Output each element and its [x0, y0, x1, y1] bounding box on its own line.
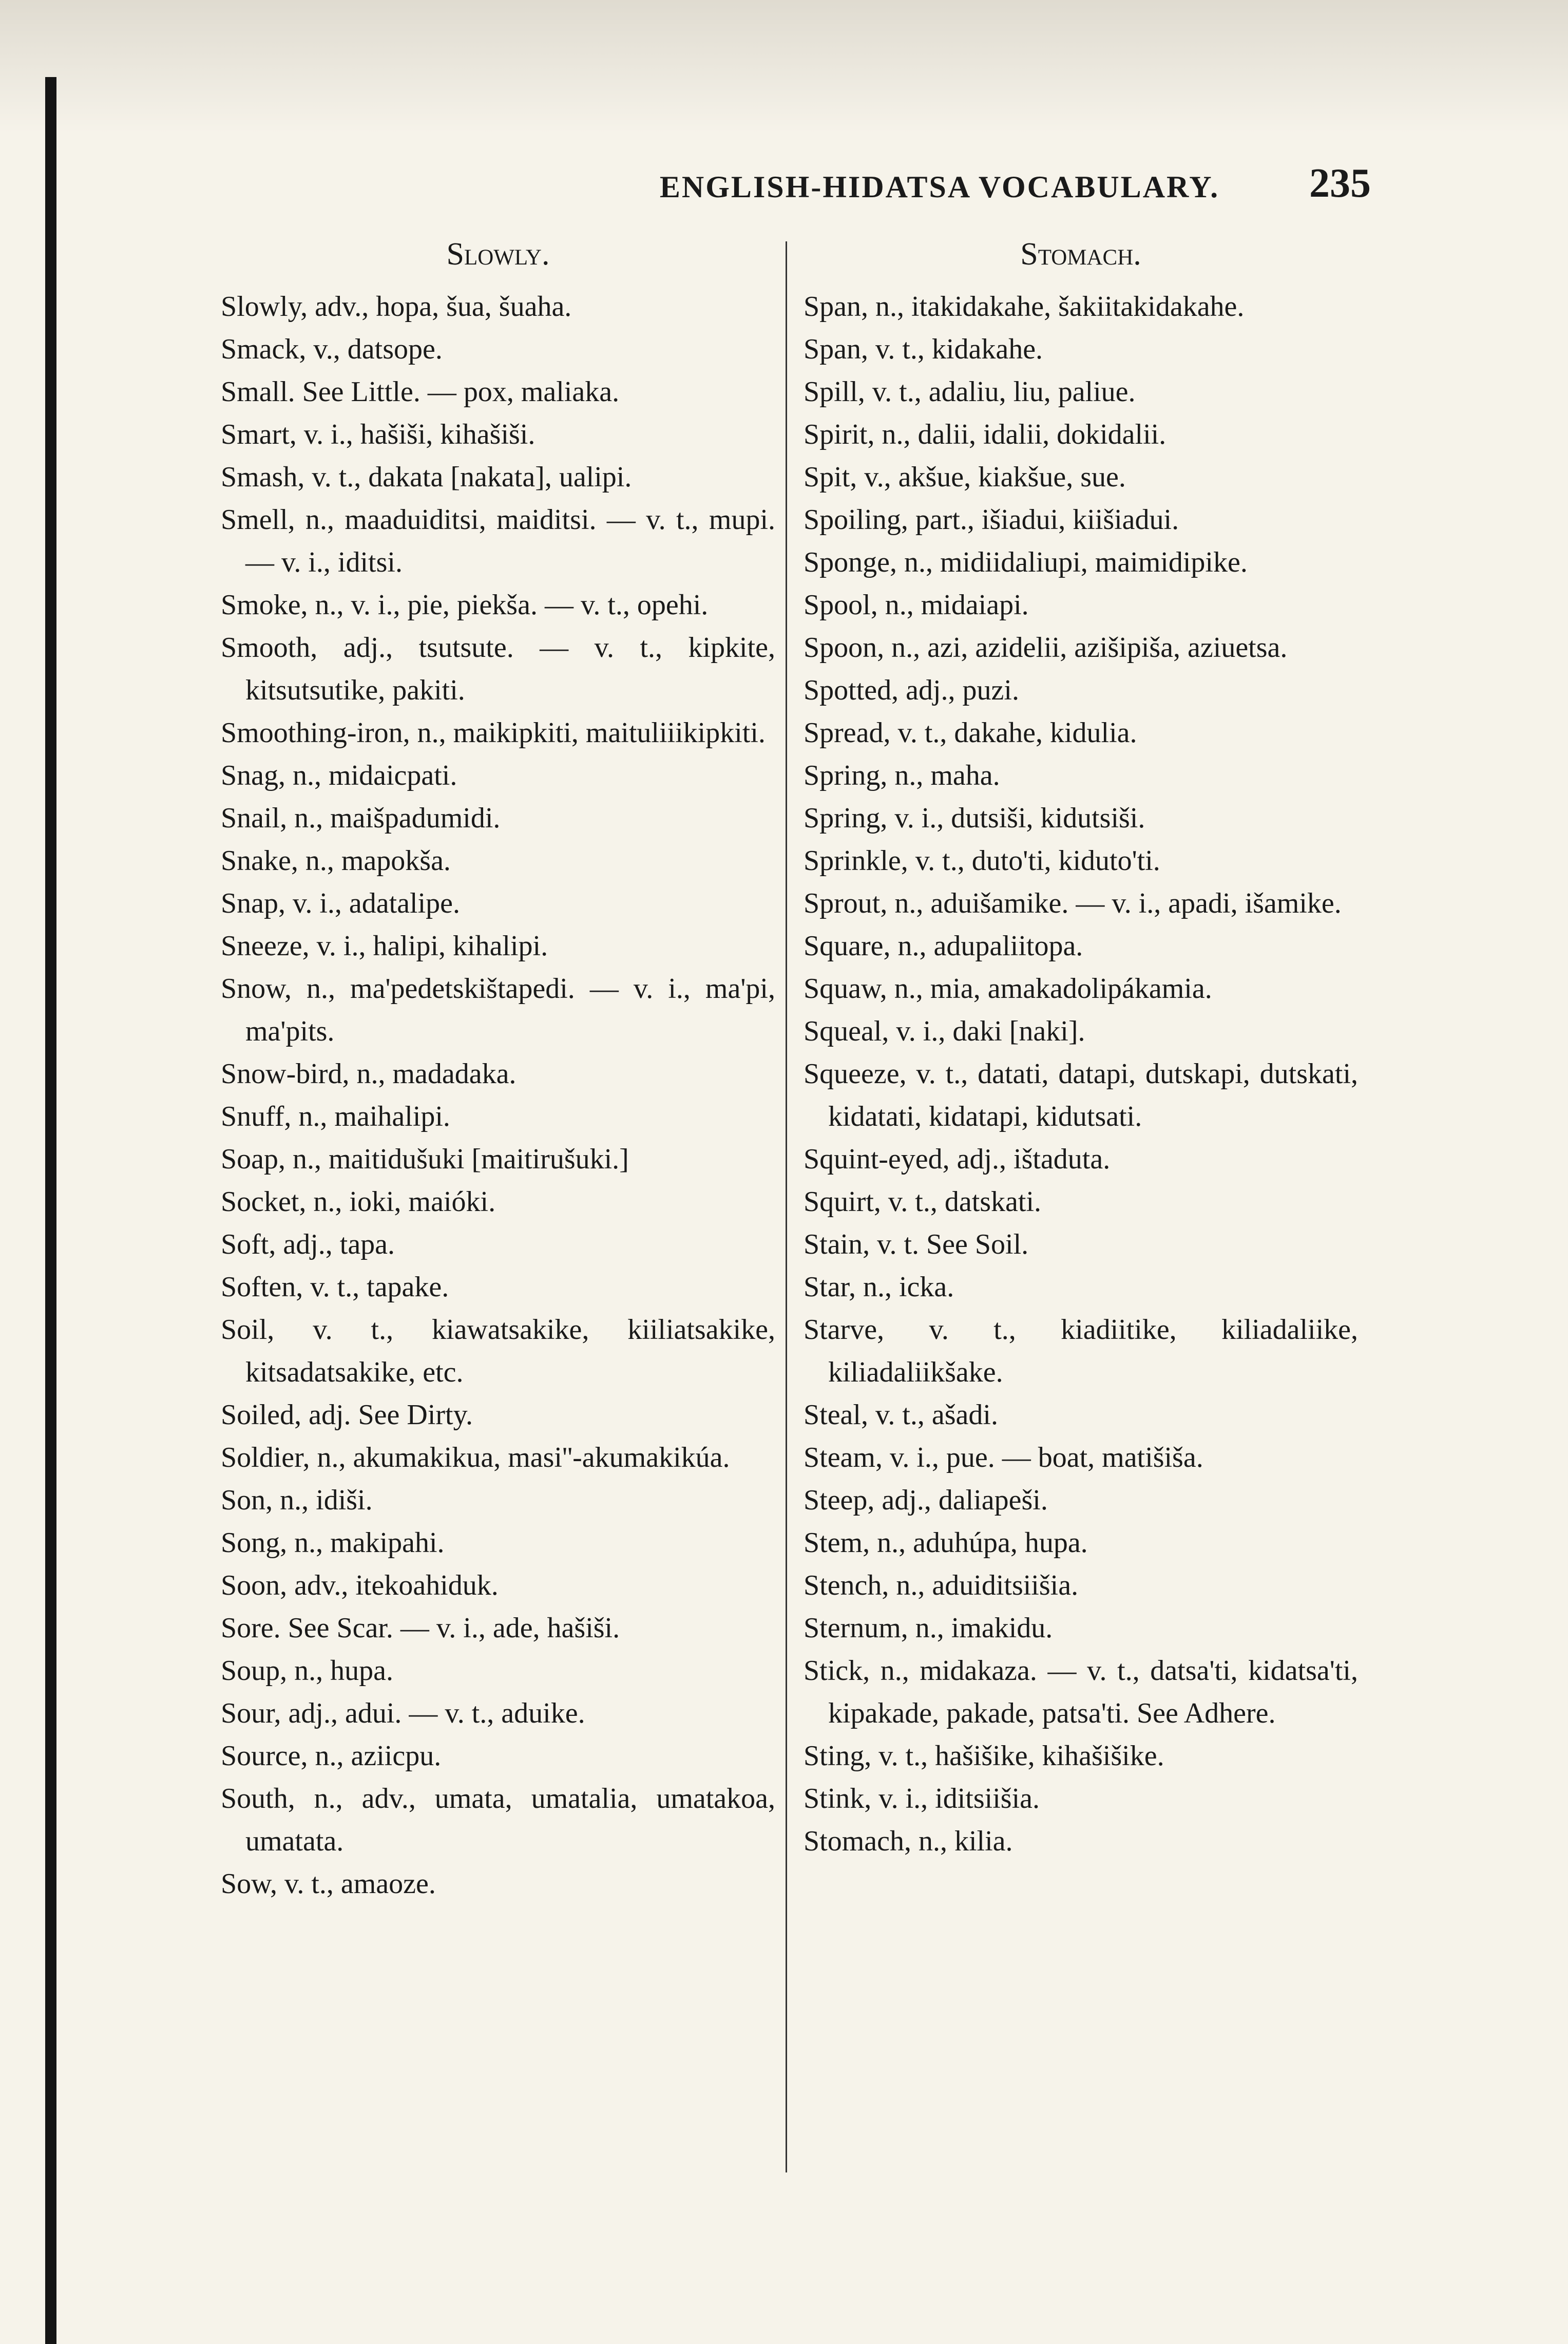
right-catchword: Stomach.: [1020, 237, 1141, 272]
vocabulary-entry: Smash, v. t., dakata [nakata], ualipi.: [221, 461, 632, 493]
vocabulary-entry: Spring, v. i., dutsiši, kidutsiši.: [804, 802, 1145, 834]
vocabulary-entry: Sting, v. t., hašišike, kihašišike.: [804, 1740, 1164, 1772]
vocabulary-entry: Spread, v. t., dakahe, kidulia.: [804, 717, 1137, 749]
vocabulary-entry: Snap, v. i., adatalipe.: [221, 887, 461, 919]
vocabulary-entry: Stench, n., aduiditsiišia.: [804, 1570, 1079, 1601]
vocabulary-entry: Socket, n., ioki, maióki.: [221, 1186, 496, 1218]
vocabulary-entry: Song, n., makipahi.: [221, 1527, 445, 1559]
vocabulary-entry: Spill, v. t., adaliu, liu, paliue.: [804, 376, 1136, 408]
vocabulary-entry: Squint-eyed, adj., ištaduta.: [804, 1143, 1111, 1175]
page-number: 235: [1309, 161, 1371, 206]
vocabulary-entry: Snow, n., ma'pedetskištapedi. — v. i., ma'pi, ma'pits.: [221, 973, 775, 1047]
vocabulary-entry: Small. See Little. — pox, maliaka.: [221, 376, 620, 408]
left-column: [221, 236, 775, 1905]
right-entry-list: [804, 286, 1358, 1863]
vocabulary-entry: Star, n., icka.: [804, 1271, 954, 1303]
vocabulary-entry: Soon, adv., itekoahiduk.: [221, 1570, 499, 1601]
vocabulary-entry: Sow, v. t., amaoze.: [221, 1868, 436, 1900]
right-column: [804, 236, 1358, 1863]
vocabulary-entry: Soften, v. t., tapake.: [221, 1271, 449, 1303]
vocabulary-entry: Soiled, adj. See Dirty.: [221, 1399, 473, 1431]
vocabulary-entry: Spoon, n., azi, azidelii, azišipiša, aziuetsa.: [804, 632, 1288, 664]
vocabulary-entry: Spirit, n., dalii, idalii, dokidalii.: [804, 419, 1167, 450]
vocabulary-entry: Steam, v. i., pue. — boat, matišiša.: [804, 1442, 1203, 1473]
vocabulary-entry: Sour, adj., adui. — v. t., aduike.: [221, 1697, 585, 1729]
vocabulary-entry: Squirt, v. t., datskati.: [804, 1186, 1042, 1218]
vocabulary-entry: Steep, adj., daliapeši.: [804, 1484, 1048, 1516]
vocabulary-entry: Square, n., adupaliitopa.: [804, 930, 1083, 962]
vocabulary-entry: Sternum, n., imakidu.: [804, 1612, 1053, 1644]
vocabulary-entry: Span, n., itakidakahe, šakiitakidakahe.: [804, 291, 1245, 323]
vocabulary-entry: Slowly, adv., hopa, šua, šuaha.: [221, 291, 572, 323]
vocabulary-entry: Smart, v. i., hašiši, kihašiši.: [221, 419, 536, 450]
vocabulary-entry: Spool, n., midaiapi.: [804, 589, 1029, 621]
vocabulary-entry: Sore. See Scar. — v. i., ade, hašiši.: [221, 1612, 620, 1644]
vocabulary-entry: Squeal, v. i., daki [naki].: [804, 1015, 1085, 1047]
left-catchword: Slowly.: [446, 237, 550, 272]
page-stain: [0, 0, 1568, 134]
vocabulary-entry: Snow-bird, n., madadaka.: [221, 1058, 517, 1090]
page-binding-edge: [45, 77, 56, 2344]
running-header: ENGLISH-HIDATSA VOCABULARY.: [659, 170, 1220, 204]
vocabulary-entry: Snuff, n., maihalipi.: [221, 1101, 450, 1132]
vocabulary-entry: Squeeze, v. t., datati, datapi, dutskapi, dutskati, kidatati, kidatapi, kidutsati.: [804, 1058, 1358, 1132]
vocabulary-entry: Smoke, n., v. i., pie, piekša. — v. t., opehi.: [221, 589, 709, 621]
left-entry-list: [221, 286, 775, 1905]
vocabulary-entry: Snag, n., midaicpati.: [221, 760, 457, 791]
vocabulary-entry: Son, n., idiši.: [221, 1484, 373, 1516]
vocabulary-entry: Spit, v., akšue, kiakšue, sue.: [804, 461, 1126, 493]
vocabulary-entry: Soup, n., hupa.: [221, 1655, 393, 1687]
vocabulary-entry: Sprout, n., aduišamike. — v. i., apadi, išamike.: [804, 887, 1342, 919]
vocabulary-entry: Snake, n., mapokša.: [221, 845, 451, 877]
vocabulary-entry: Squaw, n., mia, amakadolipákamia.: [804, 973, 1212, 1005]
vocabulary-entry: Stem, n., aduhúpa, hupa.: [804, 1527, 1088, 1559]
vocabulary-entry: Soap, n., maitidušuki [maitirušuki.]: [221, 1143, 629, 1175]
vocabulary-entry: Soft, adj., tapa.: [221, 1228, 395, 1260]
vocabulary-entry: Spoiling, part., išiadui, kiišiadui.: [804, 504, 1179, 536]
vocabulary-entry: Smooth, adj., tsutsute. — v. t., kipkite, kitsutsutike, pakiti.: [221, 632, 775, 706]
vocabulary-entry: Sponge, n., midiidaliupi, maimidipike.: [804, 546, 1248, 578]
vocabulary-entry: Span, v. t., kidakahe.: [804, 333, 1043, 365]
vocabulary-entry: Spotted, adj., puzi.: [804, 674, 1019, 706]
vocabulary-entry: Stick, n., midakaza. — v. t., datsa'ti, kidatsa'ti, kipakade, pakade, patsa'ti. See Adhere.: [804, 1655, 1358, 1729]
vocabulary-entry: Smack, v., datsope.: [221, 333, 443, 365]
vocabulary-entry: Soil, v. t., kiawatsakike, kiiliatsakike, kitsadatsakike, etc.: [221, 1314, 775, 1388]
vocabulary-entry: Sprinkle, v. t., duto'ti, kiduto'ti.: [804, 845, 1160, 877]
vocabulary-entry: Sneeze, v. i., halipi, kihalipi.: [221, 930, 548, 962]
vocabulary-entry: Smoothing-iron, n., maikipkiti, maituliiikipkiti.: [221, 717, 766, 749]
column-divider: [786, 241, 787, 2172]
vocabulary-entry: Soldier, n., akumakikua, masi''-akumakikúa.: [221, 1442, 730, 1473]
vocabulary-entry: Stink, v. i., iditsiišia.: [804, 1783, 1040, 1814]
vocabulary-entry: Stain, v. t. See Soil.: [804, 1228, 1029, 1260]
vocabulary-entry: Spring, n., maha.: [804, 760, 1000, 791]
vocabulary-entry: Starve, v. t., kiadiitike, kiliadaliike, kiliadaliikšake.: [804, 1314, 1358, 1388]
vocabulary-entry: South, n., adv., umata, umatalia, umatakoa, umatata.: [221, 1783, 775, 1857]
vocabulary-entry: Smell, n., maaduiditsi, maiditsi. — v. t., mupi. — v. i., iditsi.: [221, 504, 775, 578]
vocabulary-entry: Source, n., aziicpu.: [221, 1740, 442, 1772]
vocabulary-entry: Snail, n., maišpadumidi.: [221, 802, 501, 834]
vocabulary-entry: Stomach, n., kilia.: [804, 1825, 1013, 1857]
vocabulary-entry: Steal, v. t., ašadi.: [804, 1399, 998, 1431]
